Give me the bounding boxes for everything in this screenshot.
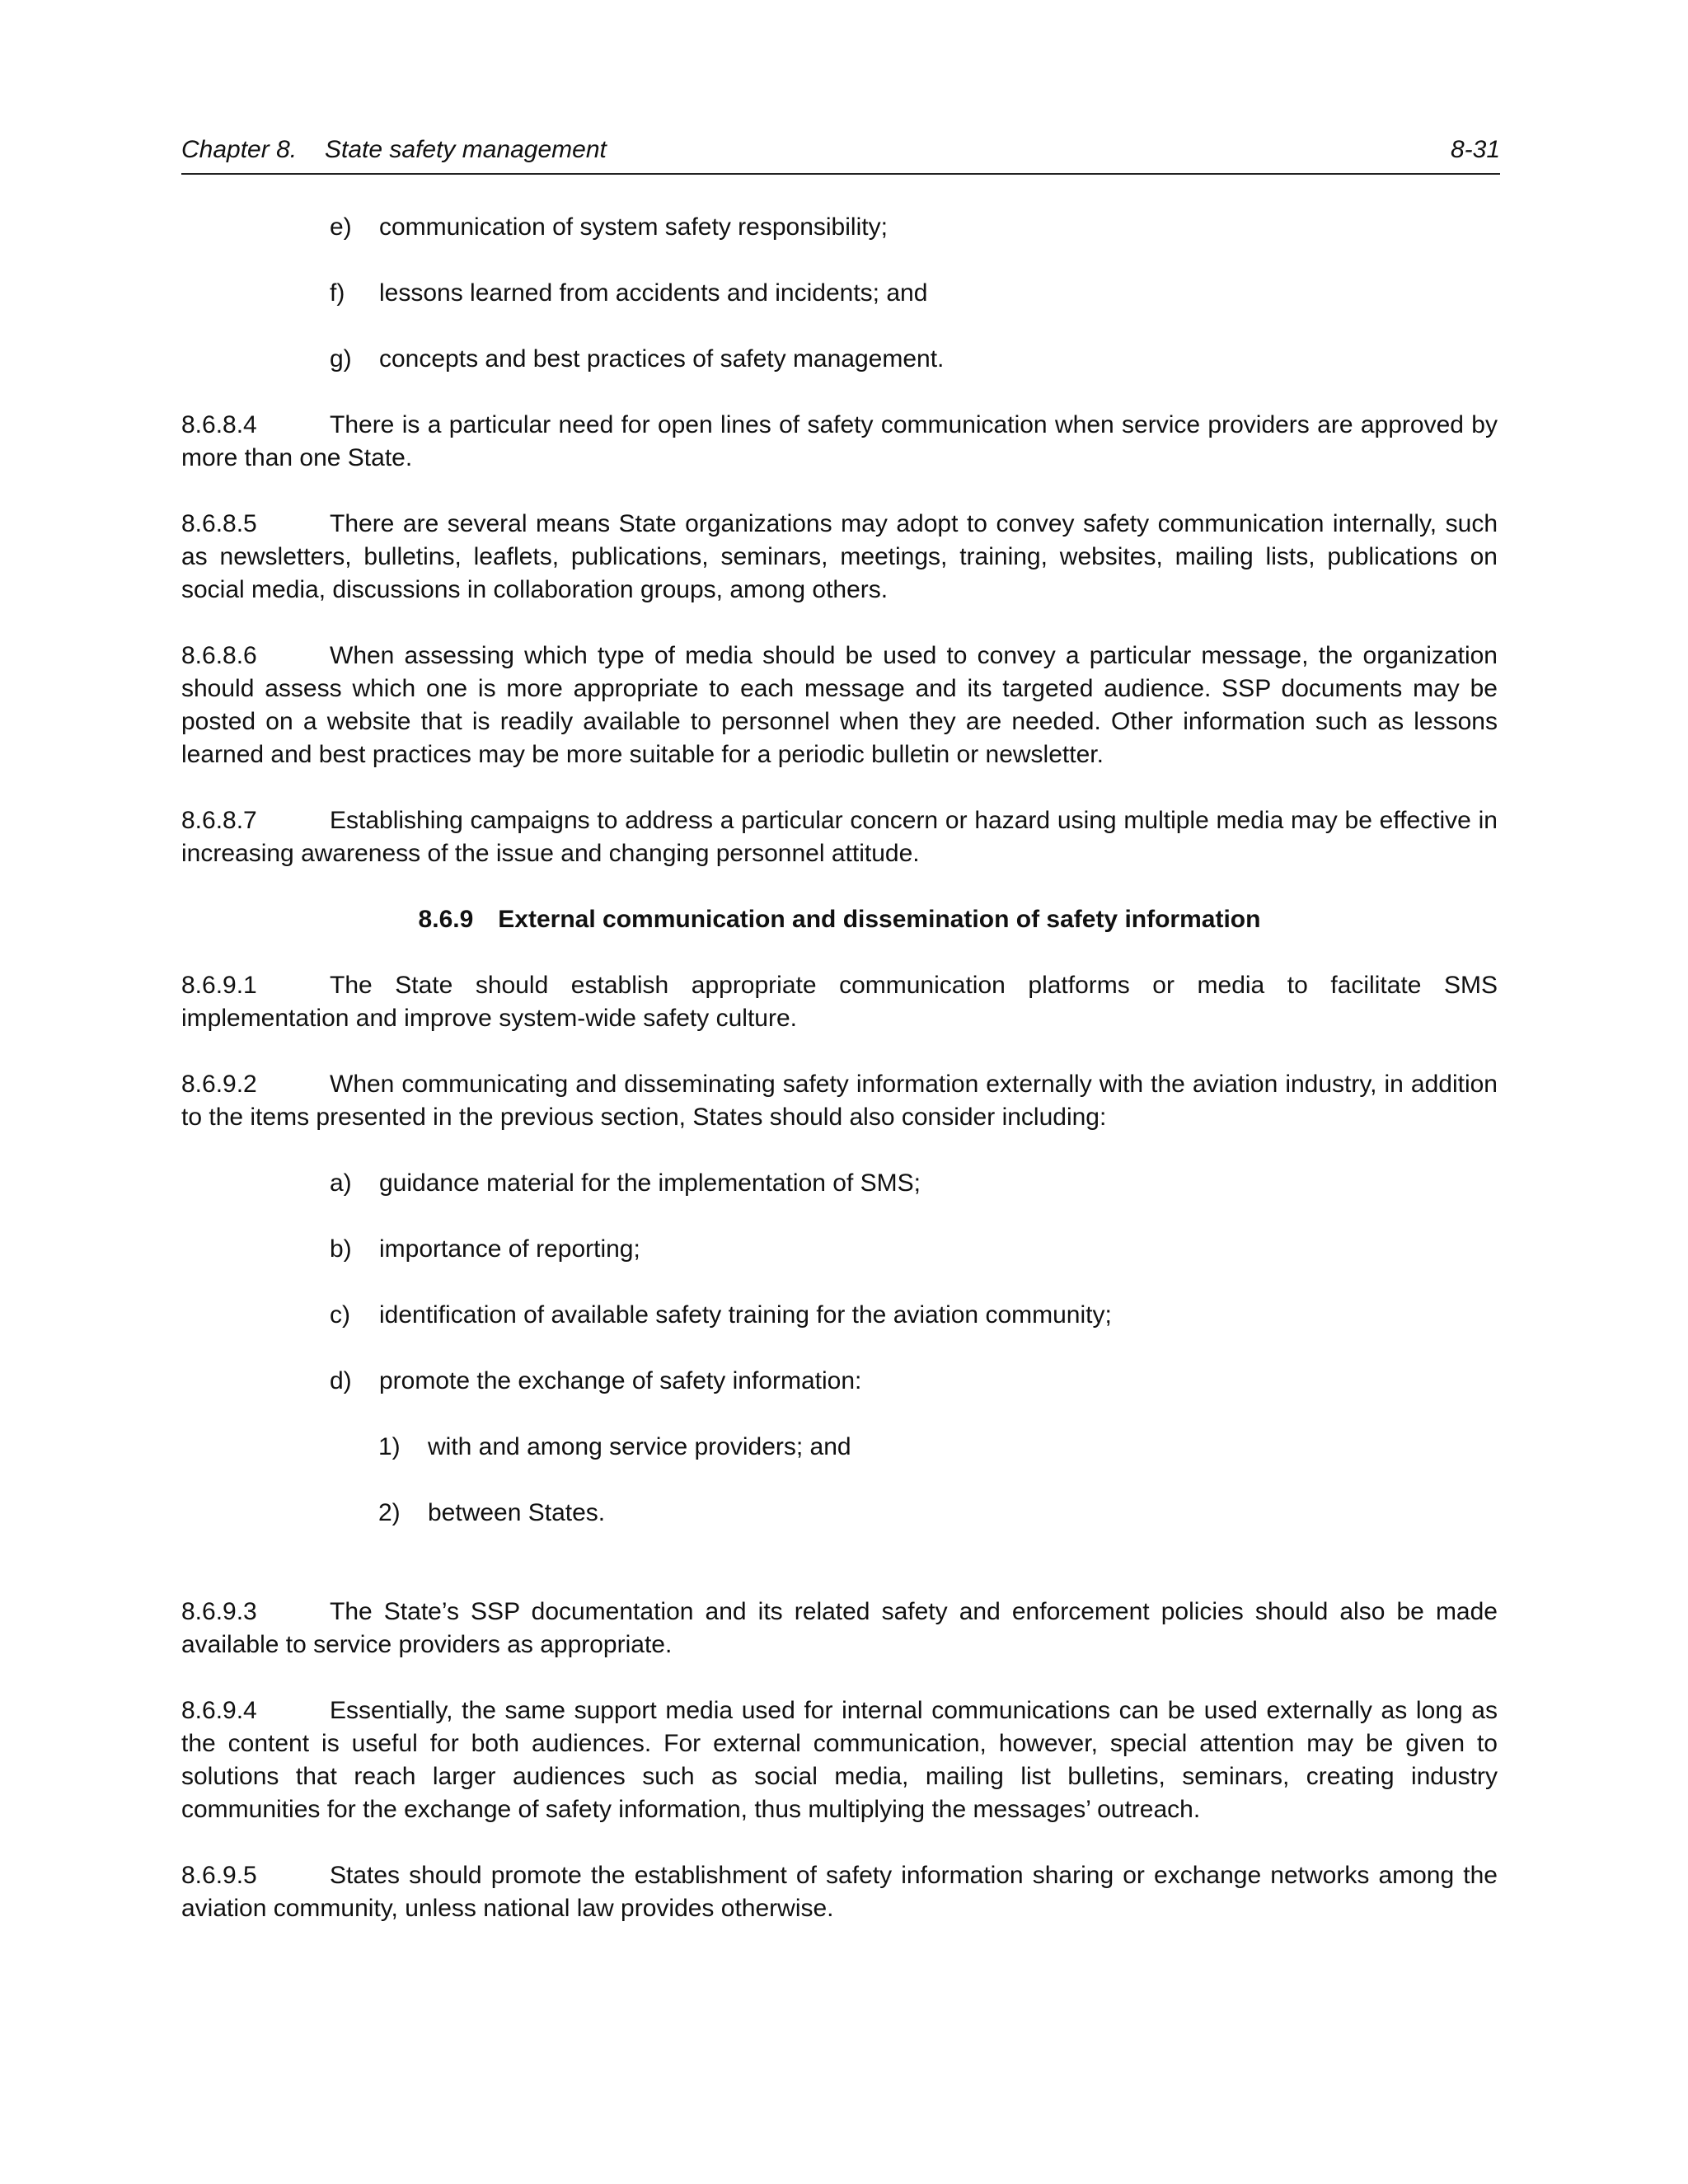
paragraph-number: 8.6.9.3 <box>181 1598 257 1625</box>
list-item-text: identification of available safety training for the aviation community; <box>379 1301 1112 1329</box>
paragraph-text: The State’s SSP documentation and its related safety and enforcement policies should also be made available to service providers as appropriate. <box>181 1598 1498 1658</box>
paragraph-text: There are several means State organizations may adopt to convey safety communication internally, such as newsletters, bulletins, leaflets, publications, seminars, meetings, training, websites, mailing lists, publications on social media, discussions in collaboration groups, among others. <box>181 510 1498 603</box>
paragraph-text: States should promote the establishment of safety information sharing or exchange networks among the aviation community, unless national law provides otherwise. <box>181 1862 1498 1922</box>
document-page <box>181 0 1500 2184</box>
paragraph-8-6-9-1 <box>181 969 1498 1035</box>
chapter-label: Chapter 8. <box>181 136 298 163</box>
paragraph-number: 8.6.9.1 <box>181 972 257 999</box>
list-item <box>181 1167 1498 1200</box>
list-item-text: lessons learned from accidents and incidents; and <box>379 279 928 307</box>
paragraph-text: The State should establish appropriate communication platforms or media to facilitate SMS implementation and improve system-wide safety culture. <box>181 972 1498 1032</box>
list-marker: a) <box>330 1169 352 1197</box>
paragraph-number: 8.6.9.4 <box>181 1697 257 1724</box>
list-item-text: between States. <box>428 1499 606 1526</box>
paragraph-text: When communicating and disseminating safety information externally with the aviation industry, in addition to the items presented in the previous section, States should also consider including: <box>181 1071 1498 1131</box>
section-title: External communication and dissemination of safety information <box>498 906 1261 933</box>
list-marker: c) <box>330 1301 350 1329</box>
paragraph-text: Establishing campaigns to address a particular concern or hazard using multiple media may be effective in increasing awareness of the issue and changing personnel attitude. <box>181 807 1498 867</box>
paragraph-8-6-8-7 <box>181 804 1498 870</box>
list-marker: g) <box>330 345 352 373</box>
list-item-text: with and among service providers; and <box>428 1433 851 1460</box>
paragraph-number: 8.6.9.5 <box>181 1862 257 1889</box>
paragraph-text: Essentially, the same support media used for internal communications can be used externally as long as the content is useful for both audiences. For external communication, however, special attention may be given to solutions that reach larger audiences such as social media, mailing list bulletins, seminars, creating industry communities for the exchange of safety information, thus multiplying the messages’ outreach. <box>181 1697 1498 1823</box>
paragraph-8-6-8-5 <box>181 508 1498 607</box>
paragraph-8-6-8-6 <box>181 640 1498 771</box>
paragraph-number: 8.6.8.5 <box>181 510 257 537</box>
list-item <box>181 1299 1498 1332</box>
list-marker: f) <box>330 279 345 307</box>
list-item <box>181 1233 1498 1266</box>
list-item <box>181 343 1498 376</box>
section-number: 8.6.9 <box>418 906 474 933</box>
list-marker: 2) <box>378 1499 401 1526</box>
list-item-text: communication of system safety responsibility; <box>379 213 888 241</box>
list-item-text: concepts and best practices of safety management. <box>379 345 945 373</box>
document-body <box>181 211 1498 1958</box>
spacer <box>181 1563 1498 1596</box>
paragraph-text: There is a particular need for open lines of safety communication when service providers are approved by more than one State. <box>181 411 1498 471</box>
section-heading <box>181 903 1498 936</box>
page-header <box>181 132 1500 175</box>
paragraph-text: When assessing which type of media should be used to convey a particular message, the organization should assess which one is more appropriate to each message and its targeted audience. SSP documents may be posted on a website that is readily available to personnel when they are needed. Other information such as lessons learned and best practices may be more suitable for a periodic bulletin or newsletter. <box>181 642 1498 768</box>
list-item <box>181 1365 1498 1398</box>
page-number: 8-31 <box>1450 136 1500 163</box>
paragraph-8-6-9-2 <box>181 1068 1498 1134</box>
list-marker: 1) <box>378 1433 401 1460</box>
sub-list-item <box>181 1497 1498 1530</box>
paragraph-number: 8.6.8.4 <box>181 411 257 438</box>
list-item-text: importance of reporting; <box>379 1235 640 1263</box>
paragraph-number: 8.6.8.7 <box>181 807 257 834</box>
paragraph-8-6-9-5 <box>181 1859 1498 1925</box>
list-item <box>181 211 1498 244</box>
paragraph-number: 8.6.8.6 <box>181 642 257 669</box>
list-item-text: promote the exchange of safety information: <box>379 1367 862 1394</box>
sub-list-item <box>181 1431 1498 1464</box>
list-item-text: guidance material for the implementation of SMS; <box>379 1169 921 1197</box>
paragraph-number: 8.6.9.2 <box>181 1071 257 1098</box>
list-item <box>181 277 1498 310</box>
list-marker: e) <box>330 213 352 241</box>
paragraph-8-6-8-4 <box>181 409 1498 475</box>
list-marker: d) <box>330 1367 352 1394</box>
paragraph-8-6-9-3 <box>181 1596 1498 1661</box>
list-marker: b) <box>330 1235 352 1263</box>
paragraph-8-6-9-4 <box>181 1694 1498 1826</box>
chapter-title: State safety management <box>325 136 607 163</box>
